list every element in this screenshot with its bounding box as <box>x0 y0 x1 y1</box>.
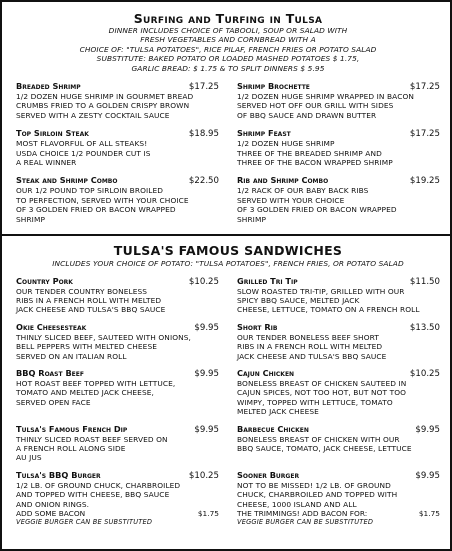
item-price: $10.25 <box>409 368 440 379</box>
item-name: Cajun Chicken <box>237 367 295 378</box>
item-price: $13.50 <box>409 322 440 333</box>
item-desc-line: OF 3 GOLDEN FRIED OR BACON WRAPPED <box>16 205 176 215</box>
item-desc-line: SHRIMP <box>16 214 45 224</box>
item-desc-line: CHEESE, LETTUCE, TOMATO ON A FRENCH ROLL <box>237 305 420 315</box>
item-name: Country Pork <box>16 275 73 286</box>
surf-and-turf-section <box>16 12 440 224</box>
item-desc-line: THINLY SLICED ROAST BEEF SERVED ON <box>16 434 168 444</box>
intro-line: GARLIC BREAD: $ 1.75 & TO SPLIT DINNERS $ 5.95 <box>131 63 325 73</box>
item-desc-line: SHRIMP <box>237 214 266 224</box>
item-desc-line: AND TOPPED WITH CHEESE, BBQ SAUCE <box>16 490 170 500</box>
item-price: $17.25 <box>188 82 219 93</box>
item-name: Shrimp Feast <box>237 128 291 139</box>
item-price: $9.95 <box>194 368 219 379</box>
item-addon <box>16 509 219 518</box>
addon-price: $1.75 <box>418 509 440 518</box>
item-desc-line: OUR TENDER BONELESS BEEF SHORT <box>237 332 379 342</box>
item-name: Barbecue Chicken <box>237 423 309 434</box>
item-desc-line: CHUCK, CHARBROILED AND TOPPED WITH <box>237 490 398 500</box>
item-desc-line: TOMATO AND MELTED JACK CHEESE, <box>16 388 154 398</box>
item-desc-line: USDA CHOICE 1/2 POUNDER CUT IS <box>16 148 151 158</box>
item-desc-line: SERVED WITH YOUR CHOICE <box>237 195 345 205</box>
item-price: $9.95 <box>194 322 219 333</box>
item-desc-line: AND ONION RINGS. <box>16 499 90 509</box>
item-desc-line: WIMPY, TOPPED WITH LETTUCE, TOMATO <box>237 397 393 407</box>
item-desc-line: OF BBQ SAUCE AND DRAWN BUTTER <box>237 110 377 120</box>
item-desc-line: JACK CHEESE AND TULSA'S BBQ SAUCE <box>237 351 387 361</box>
item-desc-line: RIBS IN A FRENCH ROLL WITH MELTED <box>16 295 162 305</box>
menu-item <box>16 470 219 527</box>
menu-item <box>16 424 219 463</box>
menu-item <box>237 424 440 463</box>
menu-item <box>16 175 219 224</box>
item-price: $17.25 <box>409 82 440 93</box>
item-desc-line: 1/2 LB. OF GROUND CHUCK, CHARBROILED <box>16 480 181 490</box>
item-desc-line: THREE OF THE BACON WRAPPED SHRIMP <box>237 158 393 168</box>
item-desc-line: THINLY SLICED BEEF, SAUTEED WITH ONIONS, <box>16 332 192 342</box>
addon-label: ADD SOME BACON <box>16 509 86 518</box>
item-desc-line: OUR 1/2 POUND TOP SIRLOIN BROILED <box>16 186 164 196</box>
item-desc-line: THREE OF THE BREADED SHRIMP AND <box>237 148 382 158</box>
item-desc-line: HOT ROAST BEEF TOPPED WITH LETTUCE, <box>16 378 176 388</box>
item-price: $10.25 <box>188 470 219 481</box>
item-desc-line: 1/2 DOZEN HUGE SHRIMP WRAPPED IN BACON <box>237 92 415 102</box>
item-desc-line: BELL PEPPERS WITH MELTED CHEESE <box>16 342 158 352</box>
item-desc-line: CHEESE, 1000 ISLAND AND ALL <box>237 499 357 509</box>
item-desc-line: OF 3 GOLDEN FRIED OR BACON WRAPPED <box>237 205 397 215</box>
intro-line: DINNER INCLUDES CHOICE OF TABOOLI, SOUP OR SALAD WITH <box>108 26 348 35</box>
item-desc-line: A FRENCH ROLL ALONG SIDE <box>16 443 126 453</box>
item-note: VEGGIE BURGER CAN BE SUBSTITUTED <box>237 518 374 527</box>
item-note: VEGGIE BURGER CAN BE SUBSTITUTED <box>16 518 153 527</box>
addon-label: THE TRIMMINGS! ADD BACON FOR: <box>237 509 368 518</box>
item-desc-line: BONELESS BREAST OF CHICKEN WITH OUR <box>237 434 400 444</box>
item-price: $10.25 <box>188 276 219 287</box>
item-desc-line: BONELESS BREAST OF CHICKEN SAUTEED IN <box>237 378 407 388</box>
sandwich-items-grid <box>16 269 440 527</box>
item-name: Short Rib <box>237 321 278 332</box>
section-title: Surfing and Turfing in Tulsa <box>133 11 323 26</box>
surf-items-grid <box>16 73 440 224</box>
item-price: $9.95 <box>194 424 219 435</box>
item-price: $9.95 <box>415 470 440 481</box>
item-price: $17.25 <box>409 129 440 140</box>
intro-line: SUBSTITUTE: BAKED POTATO OR LOADED MASHED POTATOES $ 1.75, <box>96 54 360 64</box>
item-price: $19.25 <box>409 176 440 187</box>
item-name: Rib and Shrimp Combo <box>237 175 329 186</box>
item-desc-line: BBQ SAUCE, TOMATO, JACK CHEESE, LETTUCE <box>237 443 412 453</box>
item-name: Okie Cheesesteak <box>16 321 87 332</box>
item-desc-line: A REAL WINNER <box>16 158 77 168</box>
item-desc-line: SLOW ROASTED TRI-TIP, GRILLED WITH OUR <box>237 286 405 296</box>
item-name: Sooner Burger <box>237 469 300 480</box>
item-desc-line: JACK CHEESE AND TULSA'S BBQ SAUCE <box>16 305 166 315</box>
item-name: Steak and Shrimp Combo <box>16 175 118 186</box>
item-price: $9.95 <box>415 424 440 435</box>
item-desc-line: MELTED JACK CHEESE <box>237 407 319 417</box>
sandwiches-section <box>16 244 440 526</box>
section-intro <box>16 26 440 73</box>
item-desc-line: SPICY BBQ SAUCE, MELTED JACK <box>237 295 360 305</box>
item-desc-line: 1/2 DOZEN HUGE SHRIMP <box>237 139 335 149</box>
menu-item <box>237 128 440 167</box>
item-desc-line: SERVED HOT OFF OUR GRILL WITH SIDES <box>237 101 394 111</box>
section-intro: INCLUDES YOUR CHOICE OF POTATO: "TULSA POTATOES", FRENCH FRIES, OR POTATO SALAD <box>52 259 404 269</box>
item-desc-line: 1/2 DOZEN HUGE SHRIMP IN GOURMET BREAD <box>16 92 194 102</box>
item-name: Tulsa's BBQ Burger <box>16 469 101 480</box>
item-name: Grilled Tri Tip <box>237 275 298 286</box>
section-title: TULSA'S FAMOUS SANDWICHES <box>113 243 343 259</box>
item-desc-line: SERVED ON AN ITALIAN ROLL <box>16 351 127 361</box>
menu-item <box>16 81 219 120</box>
item-name: BBQ Roast Beef <box>16 367 84 378</box>
menu-item <box>16 368 219 417</box>
menu-item <box>16 276 219 315</box>
item-name: Top Sirloin Steak <box>16 128 89 139</box>
item-price: $18.95 <box>188 129 219 140</box>
intro-line: CHOICE OF: "TULSA POTATOES", RICE PILAF, FRENCH FRIES OR POTATO SALAD <box>79 44 377 54</box>
item-desc-line: 1/2 RACK OF OUR BABY BACK RIBS <box>237 186 369 196</box>
menu-item <box>237 368 440 417</box>
menu-item <box>237 81 440 120</box>
item-desc-line: SERVED WITH A ZESTY COCKTAIL SAUCE <box>16 110 170 120</box>
item-price: $22.50 <box>188 176 219 187</box>
item-desc-line: CAJUN SPICES, NOT TOO HOT, BUT NOT TOO <box>237 388 407 398</box>
item-name: Tulsa's Famous French Dip <box>16 423 128 434</box>
menu-item <box>16 128 219 167</box>
item-desc-line: NOT TO BE MISSED! 1/2 LB. OF GROUND <box>237 480 391 490</box>
menu-item <box>237 322 440 361</box>
item-desc-line: TO PERFECTION, SERVED WITH YOUR CHOICE <box>16 195 189 205</box>
menu-item <box>16 322 219 361</box>
item-desc-line: CRUMBS FRIED TO A GOLDEN CRISPY BROWN <box>16 101 190 111</box>
menu-item <box>237 175 440 224</box>
section-divider <box>2 234 450 236</box>
item-desc-line: OUR TENDER COUNTRY BONELESS <box>16 286 148 296</box>
addon-price: $1.75 <box>197 509 219 518</box>
item-addon <box>237 509 440 518</box>
item-price: $11.50 <box>409 276 440 287</box>
intro-line: FRESH VEGETABLES AND CORNBREAD WITH A <box>140 35 316 45</box>
item-desc-line: MOST FLAVORFUL OF ALL STEAKS! <box>16 139 148 149</box>
item-desc-line: SERVED OPEN FACE <box>16 397 91 407</box>
menu-item <box>237 276 440 315</box>
item-desc-line: RIBS IN A FRENCH ROLL WITH MELTED <box>237 342 383 352</box>
item-desc-line: AU JUS <box>16 453 42 463</box>
item-name: Breaded Shrimp <box>16 81 81 92</box>
item-name: Shrimp Brochette <box>237 81 310 92</box>
menu-item <box>237 470 440 527</box>
